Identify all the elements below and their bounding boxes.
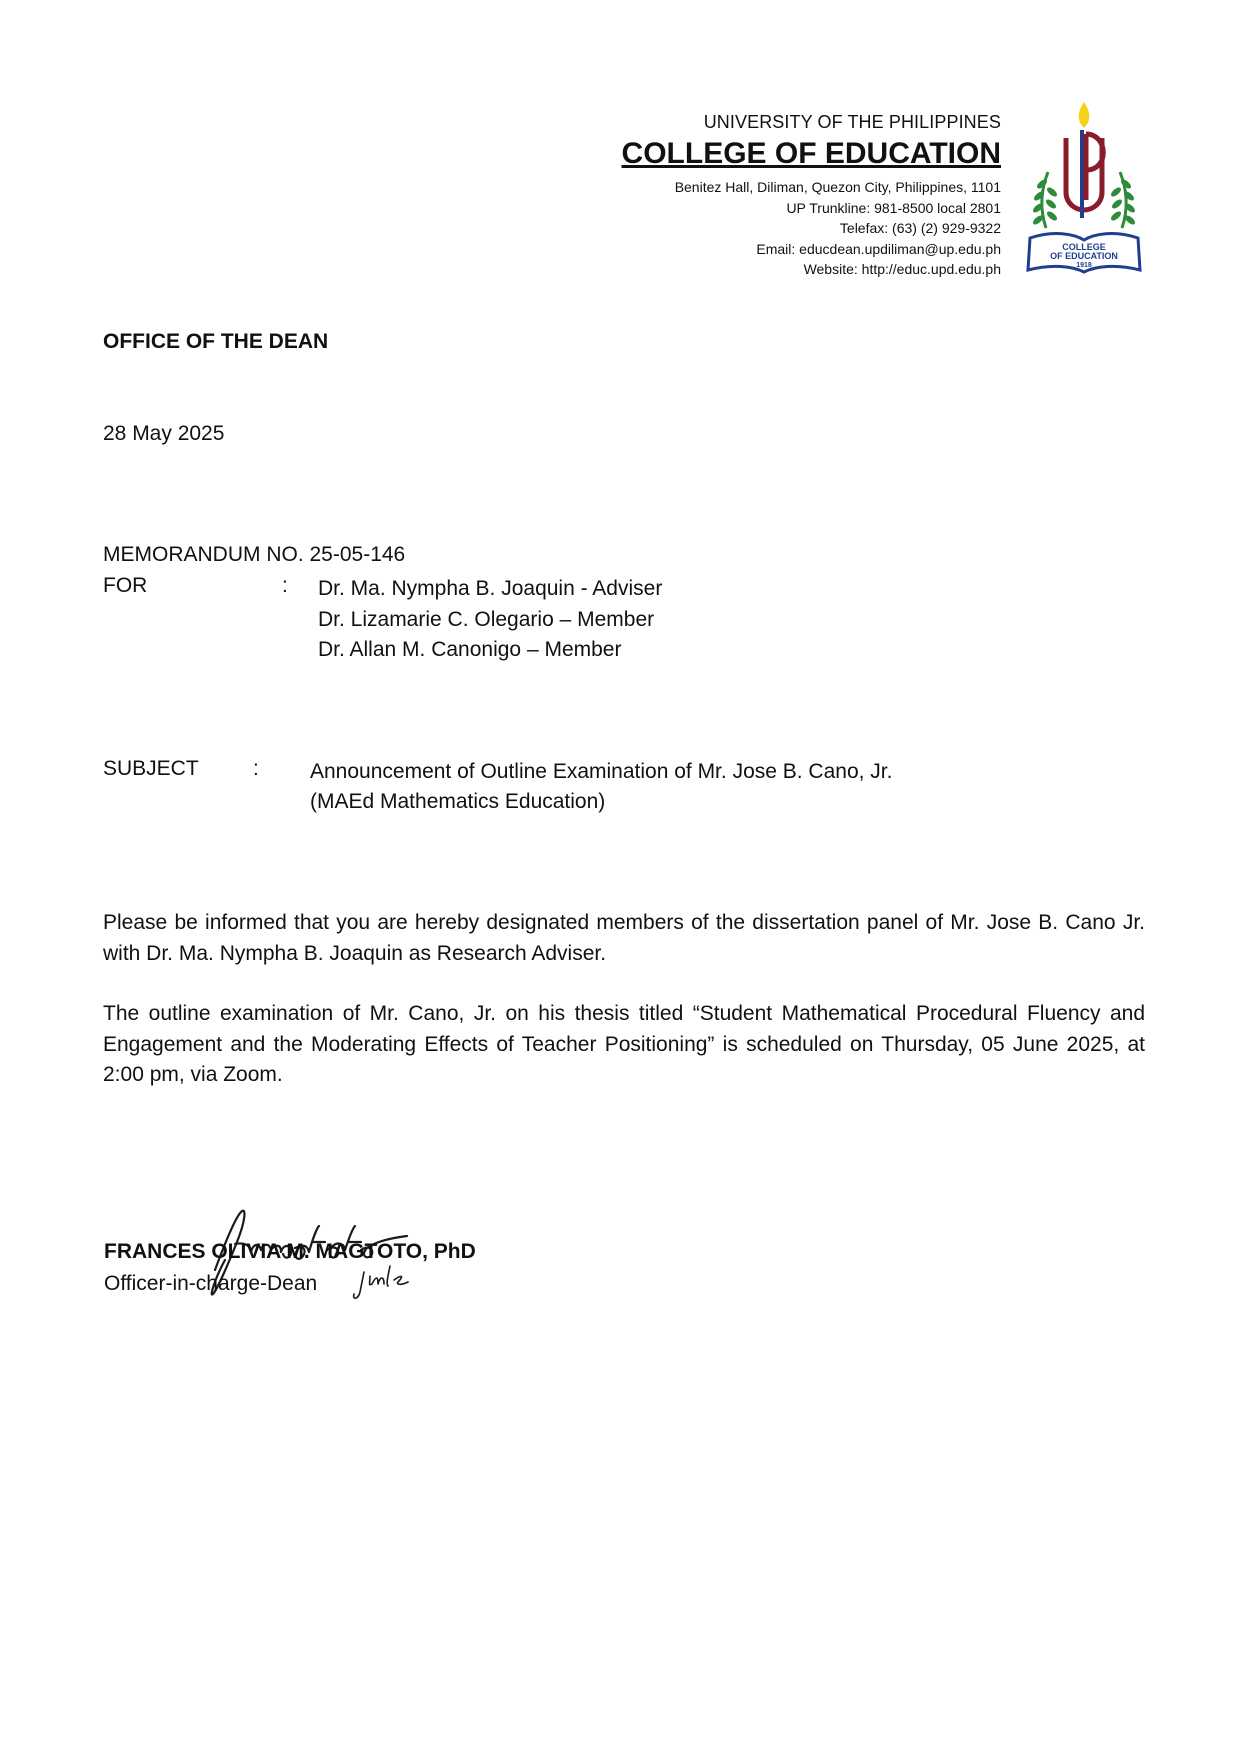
recipient-item: Dr. Lizamarie C. Olegario – Member xyxy=(318,607,655,631)
for-label: FOR xyxy=(103,574,148,597)
for-colon: : xyxy=(282,574,288,597)
memo-number: MEMORANDUM NO. 25-05-146 xyxy=(103,543,406,566)
website-line: Website: http://educ.upd.edu.ph xyxy=(803,261,1001,277)
college-of-education-logo xyxy=(1024,100,1154,276)
flame-icon xyxy=(1079,102,1090,128)
university-name: UNIVERSITY OF THE PHILIPPINES xyxy=(703,112,1001,132)
laurel-left-icon xyxy=(1031,172,1058,228)
letterhead xyxy=(441,112,1001,280)
recipient-list xyxy=(318,574,662,666)
logo-text-college: COLLEGE xyxy=(1062,242,1106,252)
subject-line-1: Announcement of Outline Examination of Mr. Jose B. Cano, Jr. xyxy=(310,760,893,783)
laurel-right-icon xyxy=(1109,172,1136,228)
memo-date: 28 May 2025 xyxy=(103,422,225,445)
recipient-item: Dr. Ma. Nympha B. Joaquin - Adviser xyxy=(318,577,663,600)
telefax-line: Telefax: (63) (2) 929-9322 xyxy=(839,220,1001,236)
body-paragraph-1: Please be informed that you are hereby designated members of the dissertation panel of Mr. Jose B. Cano Jr. with Dr. Ma. Nympha B. Joaquin as Research Adviser. xyxy=(103,911,1145,965)
email-line: Email: educdean.updiliman@up.edu.ph xyxy=(756,240,1001,257)
contact-block xyxy=(441,177,1001,280)
college-name: COLLEGE OF EDUCATION xyxy=(621,137,1001,170)
trunkline-line: UP Trunkline: 981-8500 local 2801 xyxy=(786,199,1001,216)
subject-line-2: (MAEd Mathematics Education) xyxy=(310,790,606,813)
logo-text-education: OF EDUCATION xyxy=(1050,251,1118,261)
subject-text xyxy=(310,757,892,817)
subject-colon: : xyxy=(253,757,259,780)
signatory-name: FRANCES OLIVIA M. MAGTOTO, PhD xyxy=(104,1240,476,1263)
body-paragraph-2: The outline examination of Mr. Cano, Jr. on his thesis titled “Student Mathematical Procedural Fluency and Engagement and the Moderating Effects of Teacher Positioning” is scheduled on Thursday, 05 June 2025, at 2:00 pm, via Zoom. xyxy=(103,1002,1145,1086)
office-heading: OFFICE OF THE DEAN xyxy=(103,330,329,353)
address-line: Benitez Hall, Diliman, Quezon City, Philippines, 1101 xyxy=(674,179,1001,195)
handwritten-initials xyxy=(352,1262,422,1302)
logo-text-year: 1918 xyxy=(1076,262,1092,269)
recipient-item: Dr. Allan M. Canonigo – Member xyxy=(318,638,622,661)
signatory-title: Officer-in-charge-Dean xyxy=(104,1272,318,1295)
subject-label: SUBJECT xyxy=(103,757,199,780)
